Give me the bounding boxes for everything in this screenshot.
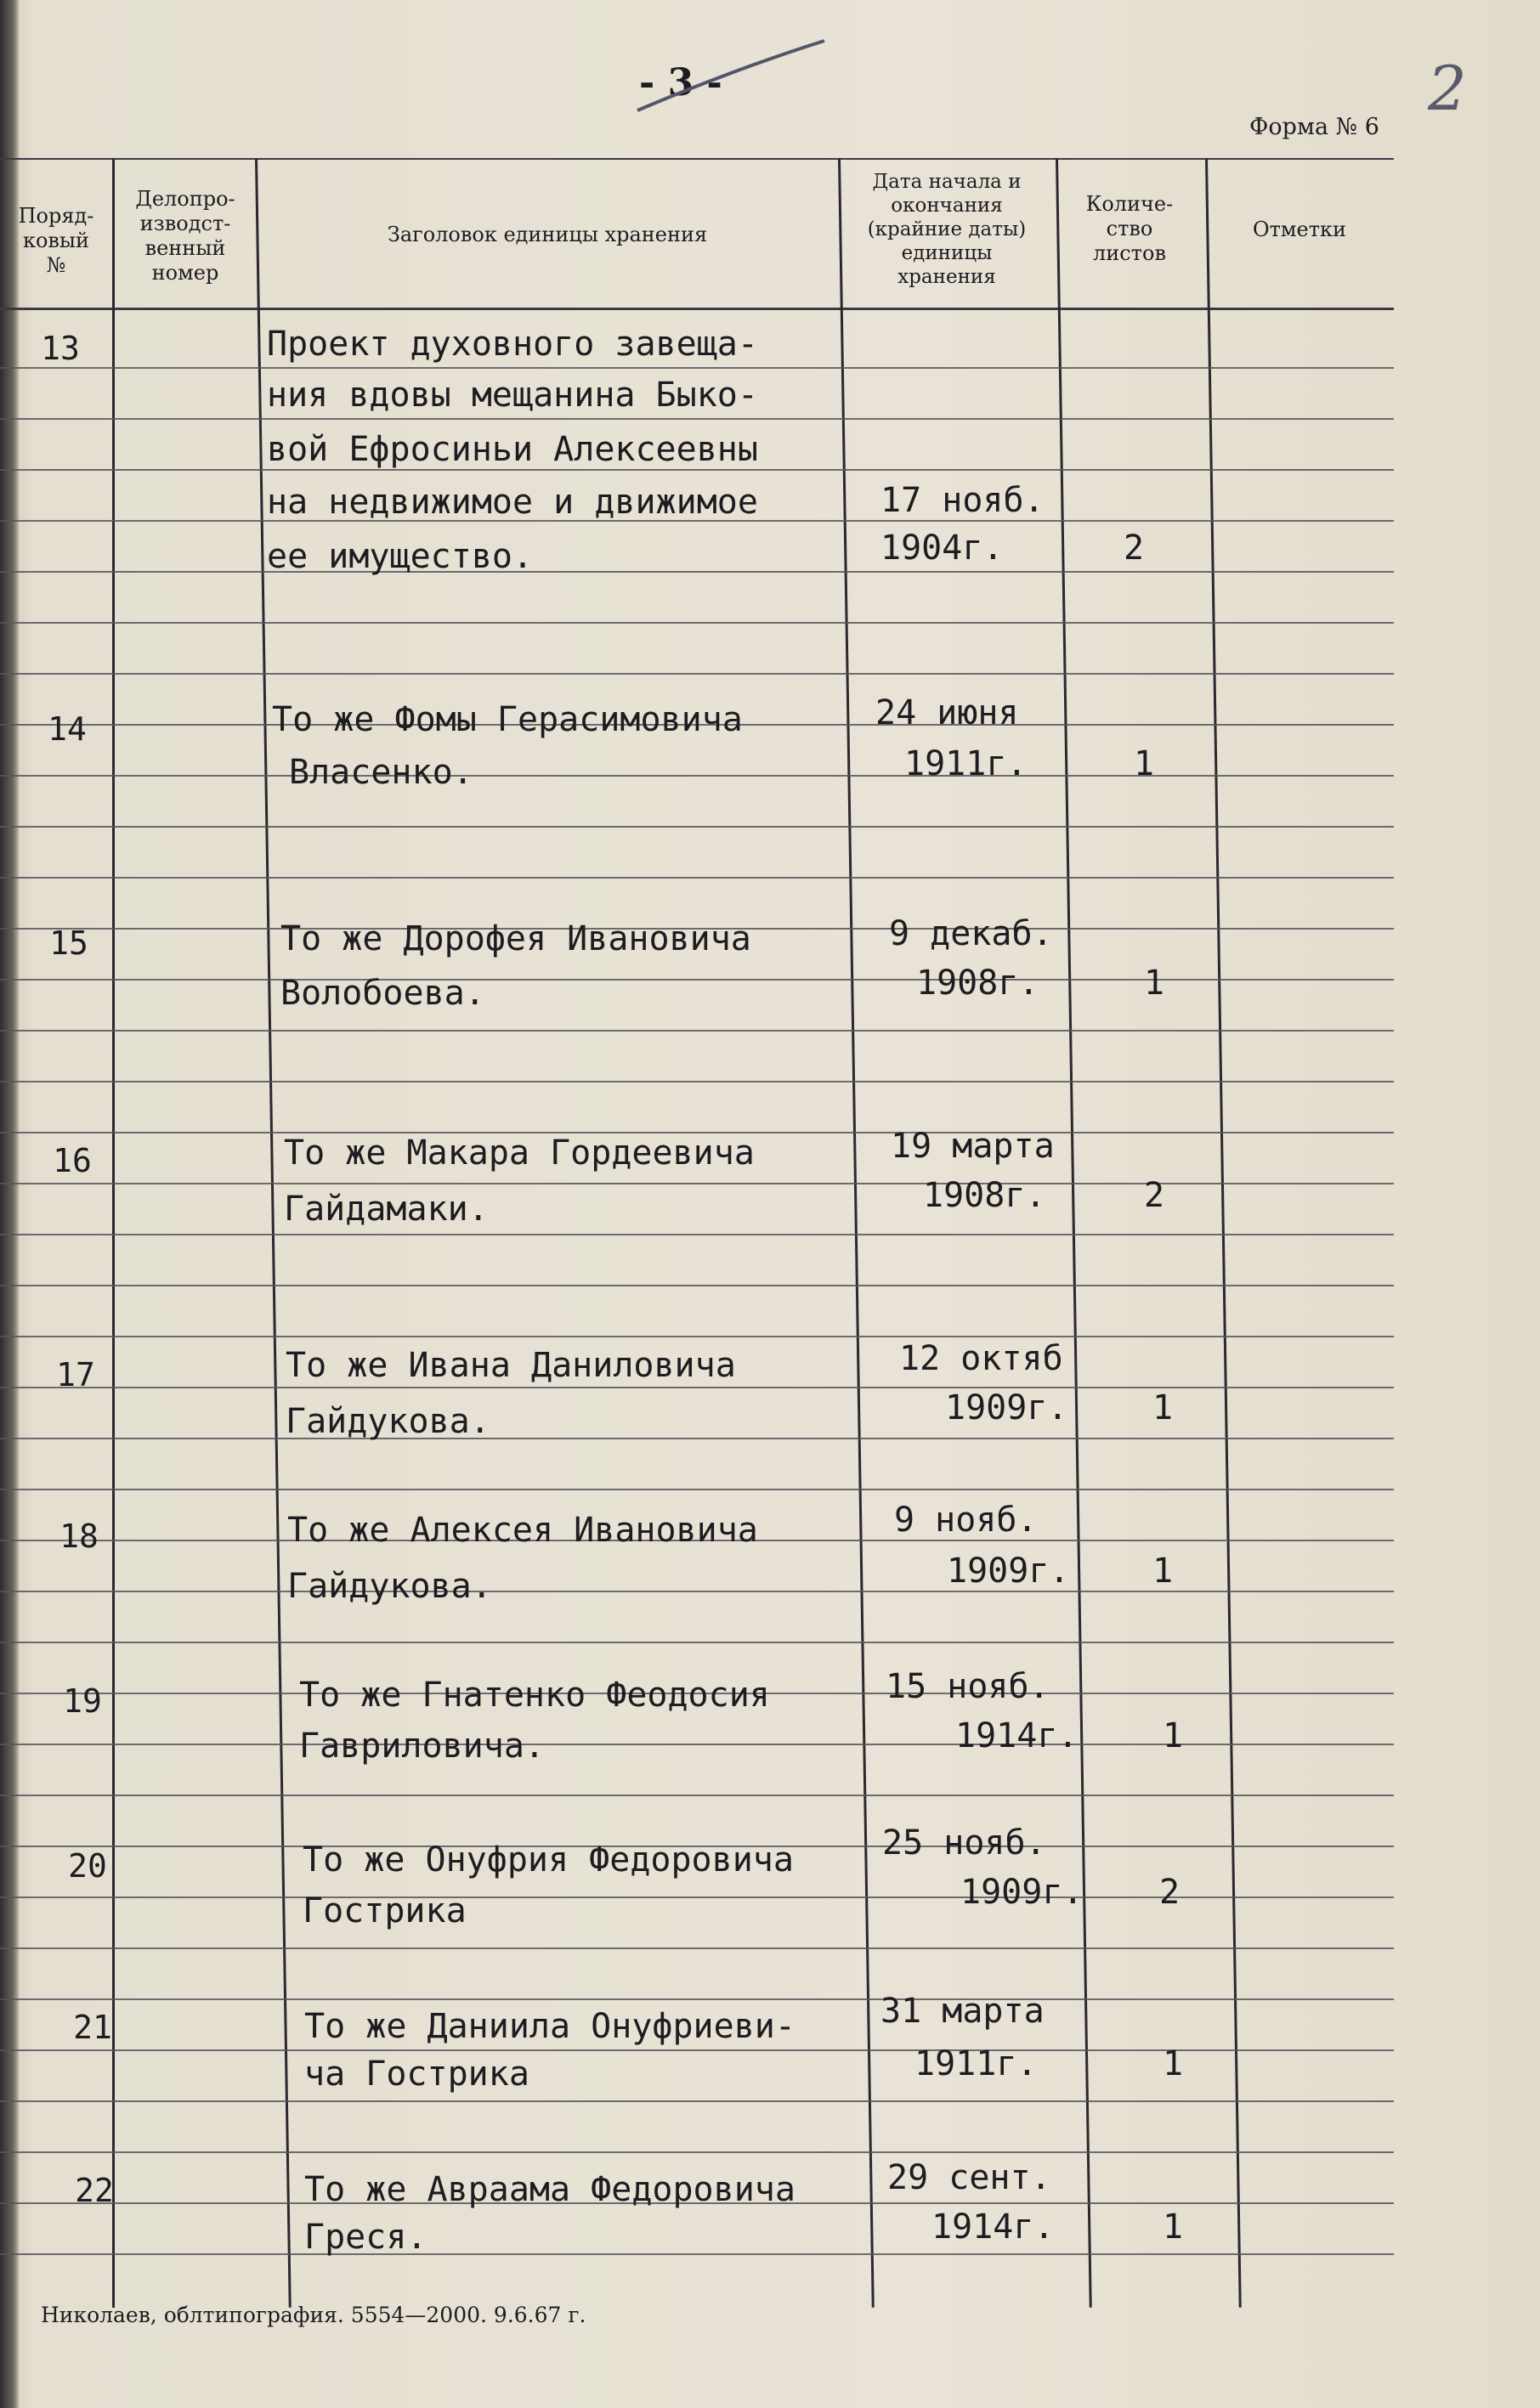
row-18-sheets: 1 — [1152, 1552, 1174, 1591]
row-16-date-line-1: 19 марта — [891, 1127, 1055, 1166]
row-15-number: 15 — [49, 924, 88, 962]
row-21-title-line-2: ча Гострика — [304, 2055, 529, 2094]
row-21-title-line-1: То же Даниила Онуфриеви- — [304, 2007, 795, 2046]
ruled-line — [0, 2151, 1394, 2153]
row-22-title-line-2: Греся. — [304, 2218, 427, 2257]
row-15-title-line-2: Волобоева. — [280, 974, 485, 1013]
header-date: Дата начала и окончания (крайние даты) единицы хранения — [867, 171, 1027, 288]
ruled-line — [0, 1081, 1394, 1082]
row-20-sheets: 2 — [1159, 1873, 1180, 1912]
row-13-title-line-1: Проект духовного завеща- — [267, 325, 758, 364]
row-13-date-line-1: 17 нояб. — [880, 481, 1045, 520]
ruled-line — [0, 1336, 1394, 1337]
row-13-title-line-5: ее имущество. — [267, 537, 534, 576]
ruled-line — [0, 1795, 1394, 1796]
row-13-title-line-3: вой Ефросиньи Алексеевны — [267, 430, 758, 469]
row-14-title-line-2: Власенко. — [289, 753, 473, 792]
header-title: Заголовок единицы хранения — [387, 223, 708, 246]
column-divider-3 — [838, 158, 875, 2308]
ruled-line — [0, 1591, 1394, 1592]
row-15-date-line-1: 9 декаб. — [889, 914, 1053, 953]
row-14-sheets: 1 — [1134, 744, 1155, 783]
row-15-title-line-1: То же Дорофея Ивановича — [280, 919, 751, 958]
row-20-date-line-1: 25 нояб. — [882, 1823, 1046, 1863]
ruled-line — [0, 1234, 1394, 1235]
row-16-number: 16 — [53, 1142, 92, 1179]
row-19-number: 19 — [63, 1682, 102, 1720]
ruled-line — [0, 1642, 1394, 1643]
row-13-number: 13 — [41, 330, 80, 367]
row-18-title-line-2: Гайдукова. — [287, 1567, 492, 1606]
row-17-sheets: 1 — [1152, 1388, 1174, 1427]
row-13-sheets: 2 — [1124, 529, 1145, 568]
row-22-title-line-1: То же Авраама Федоровича — [304, 2170, 795, 2209]
row-13-title-line-2: ния вдовы мещанина Быко- — [267, 376, 758, 415]
ruled-line — [0, 1947, 1394, 1949]
column-divider-1 — [112, 158, 115, 2308]
ruled-line — [0, 2100, 1394, 2102]
row-18-date-line-2: 1909г. — [947, 1552, 1070, 1591]
row-17-title-line-1: То же Ивана Даниловича — [286, 1346, 736, 1385]
ruled-line — [0, 571, 1394, 573]
ruled-line — [0, 877, 1394, 879]
row-22-date-line-1: 29 сент. — [887, 2158, 1051, 2197]
ruled-line — [0, 1285, 1394, 1286]
ruled-line — [0, 775, 1394, 777]
row-17-date-line-1: 12 октяб — [899, 1339, 1063, 1378]
row-18-title-line-1: То же Алексея Ивановича — [287, 1511, 758, 1550]
ruled-line — [0, 1489, 1394, 1490]
row-13-title-line-4: на недвижимое и движимое — [267, 483, 758, 522]
row-20-number: 20 — [68, 1847, 107, 1885]
ruled-line — [0, 622, 1394, 624]
row-13-date-line-2: 1904г. — [880, 529, 1004, 568]
row-21-number: 21 — [73, 2009, 112, 2046]
ruled-line — [0, 1744, 1394, 1745]
row-15-date-line-2: 1908г. — [916, 964, 1039, 1003]
column-divider-2 — [255, 158, 292, 2308]
row-14-date-line-1: 24 июня — [875, 693, 1019, 732]
row-17-number: 17 — [56, 1356, 95, 1393]
ruled-line — [0, 418, 1394, 420]
ruled-line — [0, 1387, 1394, 1388]
pencil-sheet-number: 2 — [1428, 53, 1467, 124]
row-16-title-line-1: То же Макара Гордеевича — [284, 1133, 755, 1173]
row-15-sheets: 1 — [1144, 964, 1165, 1003]
ruled-line — [0, 1438, 1394, 1439]
row-19-title-line-1: То же Гнатенко Феодосия — [299, 1676, 770, 1715]
row-19-date-line-1: 15 нояб. — [886, 1667, 1050, 1706]
page-number: - 3 - — [639, 61, 722, 105]
ruled-line — [0, 1183, 1394, 1184]
header-sheet-count: Количе- ство листов — [1085, 192, 1174, 265]
row-16-sheets: 2 — [1144, 1176, 1165, 1215]
row-17-title-line-2: Гайдукова. — [286, 1402, 490, 1441]
header-remarks: Отметки — [1252, 218, 1347, 241]
ruled-line — [0, 469, 1394, 471]
header-bottom-rule — [0, 308, 1394, 310]
row-22-sheets: 1 — [1163, 2207, 1184, 2247]
row-20-title-line-1: То же Онуфрия Федоровича — [303, 1840, 794, 1879]
row-14-title-line-1: То же Фомы Герасимовича — [272, 700, 743, 739]
ruled-line — [0, 1896, 1394, 1898]
row-22-date-line-2: 1914г. — [931, 2207, 1055, 2247]
header-office-number: Делопро- изводст- венный номер — [135, 187, 235, 285]
ruled-line — [0, 673, 1394, 675]
column-divider-5 — [1205, 158, 1242, 2308]
ruled-line — [0, 367, 1394, 369]
pencil-strike-icon — [629, 34, 833, 136]
row-14-number: 14 — [48, 710, 87, 748]
ruled-line — [0, 826, 1394, 828]
ruled-line — [0, 2049, 1394, 2051]
row-16-title-line-2: Гайдамаки. — [284, 1190, 489, 1229]
row-21-date-line-1: 31 марта — [880, 1992, 1045, 2031]
row-22-number: 22 — [75, 2172, 114, 2209]
row-17-date-line-2: 1909г. — [945, 1388, 1068, 1427]
header-seq-number: Поряд- ковый № — [18, 204, 94, 277]
column-divider-4 — [1056, 158, 1092, 2308]
header-top-rule — [0, 158, 1394, 160]
form-label: Форма № 6 — [1249, 114, 1379, 140]
ruled-line — [0, 1030, 1394, 1032]
row-16-date-line-2: 1908г. — [923, 1176, 1046, 1215]
row-21-sheets: 1 — [1163, 2044, 1184, 2083]
ruled-line — [0, 1998, 1394, 2000]
printer-imprint: Николаев, облтипография. 5554—2000. 9.6.67 г. — [41, 2303, 586, 2327]
row-20-date-line-2: 1909г. — [960, 1873, 1084, 1912]
ruled-line — [0, 979, 1394, 981]
row-19-date-line-2: 1914г. — [955, 1716, 1079, 1755]
row-19-title-line-2: Гавриловича. — [299, 1727, 545, 1766]
row-18-date-line-1: 9 нояб. — [894, 1501, 1038, 1540]
row-18-number: 18 — [59, 1518, 99, 1555]
row-14-date-line-2: 1911г. — [904, 744, 1028, 783]
ruled-line — [0, 2253, 1394, 2255]
row-20-title-line-2: Гострика — [303, 1891, 467, 1930]
row-21-date-line-2: 1911г. — [914, 2044, 1038, 2083]
row-19-sheets: 1 — [1163, 1716, 1184, 1755]
